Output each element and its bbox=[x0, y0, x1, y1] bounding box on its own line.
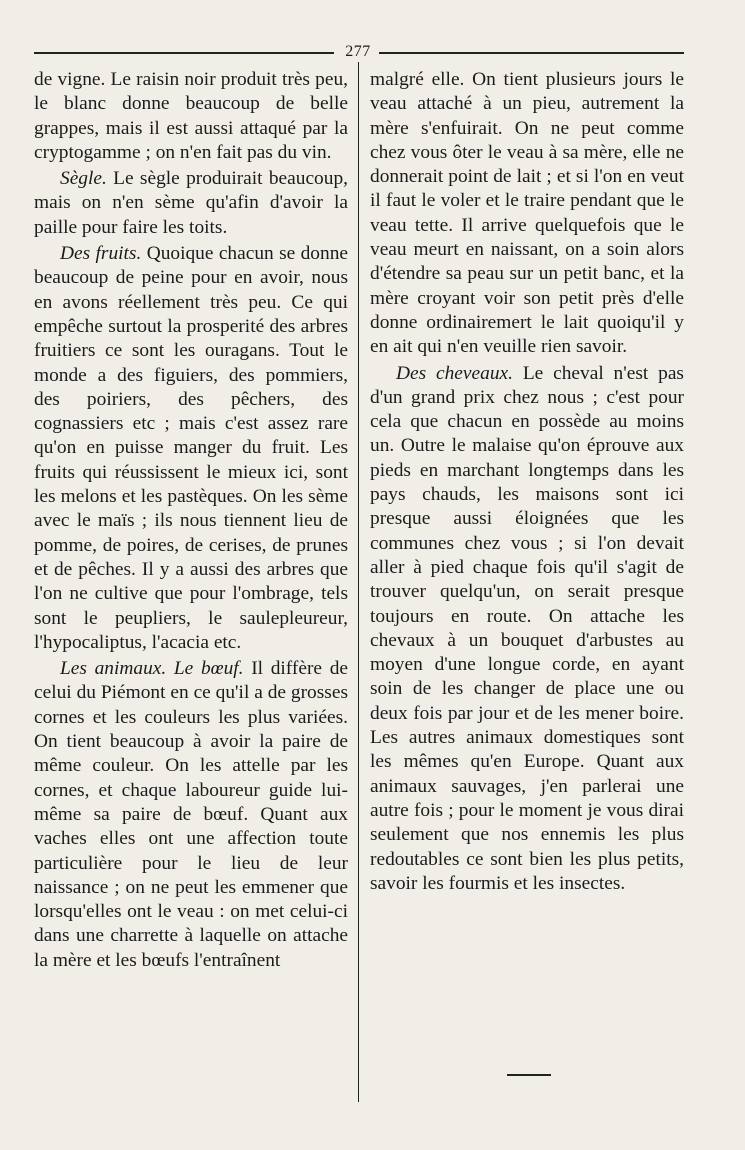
paragraph-lead: Les animaux. Le bœuf. bbox=[60, 658, 244, 680]
paragraph-lead: Des cheveaux. bbox=[396, 362, 513, 384]
end-rule bbox=[507, 1074, 551, 1076]
paragraph-animaux bbox=[34, 657, 348, 973]
column-divider bbox=[358, 62, 359, 1102]
page-number: 277 bbox=[345, 43, 371, 60]
header-rule-right bbox=[379, 52, 684, 54]
paragraph-lead: Des fruits. bbox=[60, 243, 142, 265]
paragraph-text: de vigne. Le raisin noir produit très peu, le blanc donne beaucoup de belle grappes, mais il est aussi attaqué par la cryptogamme ; on n'en fait pas du vin. bbox=[34, 69, 348, 163]
paragraph-veau bbox=[370, 68, 684, 360]
right-column bbox=[370, 68, 684, 896]
paragraph-text: Quoique chacun se donne beaucoup de peine pour en avoir, nous en avons réellement très peu. Ce qui empêche surtout la prosperité des arbres fruitiers ce sont les ouragans. Tout le monde a des figuiers, des pommiers, des poiriers, des pêchers, des cognassiers etc ; mais c'est assez rare qu'on en puisse manger du fruit. Les fruits qui réussissent le mieux ici, sont les melons et les pastèques. On les sème avec le maïs ; ils nous tiennent lieu de pomme, de poires, de cerises, de prunes et de pêches. Il y a aussi des arbres que l'on ne cultive que pour l'ombrage, tels sont le peupliers, le saulepleureur, l'hypocaliptus, l'acacia etc. bbox=[34, 243, 348, 653]
paragraph-text: Le sègle produirait beaucoup, mais on n'en sème qu'afin d'avoir la paille pour faire les toits. bbox=[34, 168, 348, 238]
paragraph-fruits bbox=[34, 242, 348, 655]
left-column bbox=[34, 68, 348, 973]
paragraph-text: Le cheval n'est pas d'un grand prix chez nous ; c'est pour cela que chacun en possède au moins un. Outre le malaise qu'on éprouve aux pieds en marchant longtemps dans les pays chauds, les maisons sont ici presque aussi éloignées que les communes chez vous ; si l'on devait aller à pied chaque fois qu'il s'agit de trouver quelqu'un, on serait presque toujours en route. On attache les chevaux à un bouquet d'arbustes au moyen d'une longue corde, en ayant soin de les changer de place une ou deux fois par jour et de les mener boire. Les autres animaux domestiques sont les mêmes qu'en Europe. Quant aux animaux sauvages, j'en parlerai une autre fois ; pour le moment je vous dirai seulement que nos ennemis les plus redoutables ce sont bien les plus petits, savoir les fourmis et les insectes. bbox=[370, 362, 684, 894]
paragraph-vigne bbox=[34, 68, 348, 165]
paragraph-segle bbox=[34, 167, 348, 240]
header-rule-left bbox=[34, 52, 334, 54]
paragraph-text: malgré elle. On tient plusieurs jours le veau attaché à un pieu, autrement la mère s'enfuirait. On ne peut comme chez vous ôter le veau à sa mère, elle ne donnerait point de lait ; et si l'on en veut il faut le voler et le traire pendant que le veau tette. Il arrive quelquefois que le veau meurt en naissant, on a soin alors d'étendre sa peau sur un petit banc, et la mère croyant voir son petit près d'elle donne ordinairemert le lait quoiqu'il y en ait qui n'en veuille rien savoir. bbox=[370, 69, 684, 358]
paragraph-text: Il diffère de celui du Piémont en ce qu'il a de grosses cornes et les couleurs les plus variées. On tient beaucoup à avoir la paire de même couleur. On les attelle par les cornes, et chaque laboureur guide lui-même sa paire de bœuf. Quant aux vaches elles ont une affection toute particulière pour le lieu de leur naissance ; on ne peut les emmener que lorsqu'elles ont le veau : on met celui-ci dans une charrette à laquelle on attache la mère et les bœufs l'entraînent bbox=[34, 658, 348, 971]
paragraph-lead: Sègle. bbox=[60, 168, 107, 190]
page-header bbox=[34, 42, 684, 62]
paragraph-cheveaux bbox=[370, 362, 684, 897]
